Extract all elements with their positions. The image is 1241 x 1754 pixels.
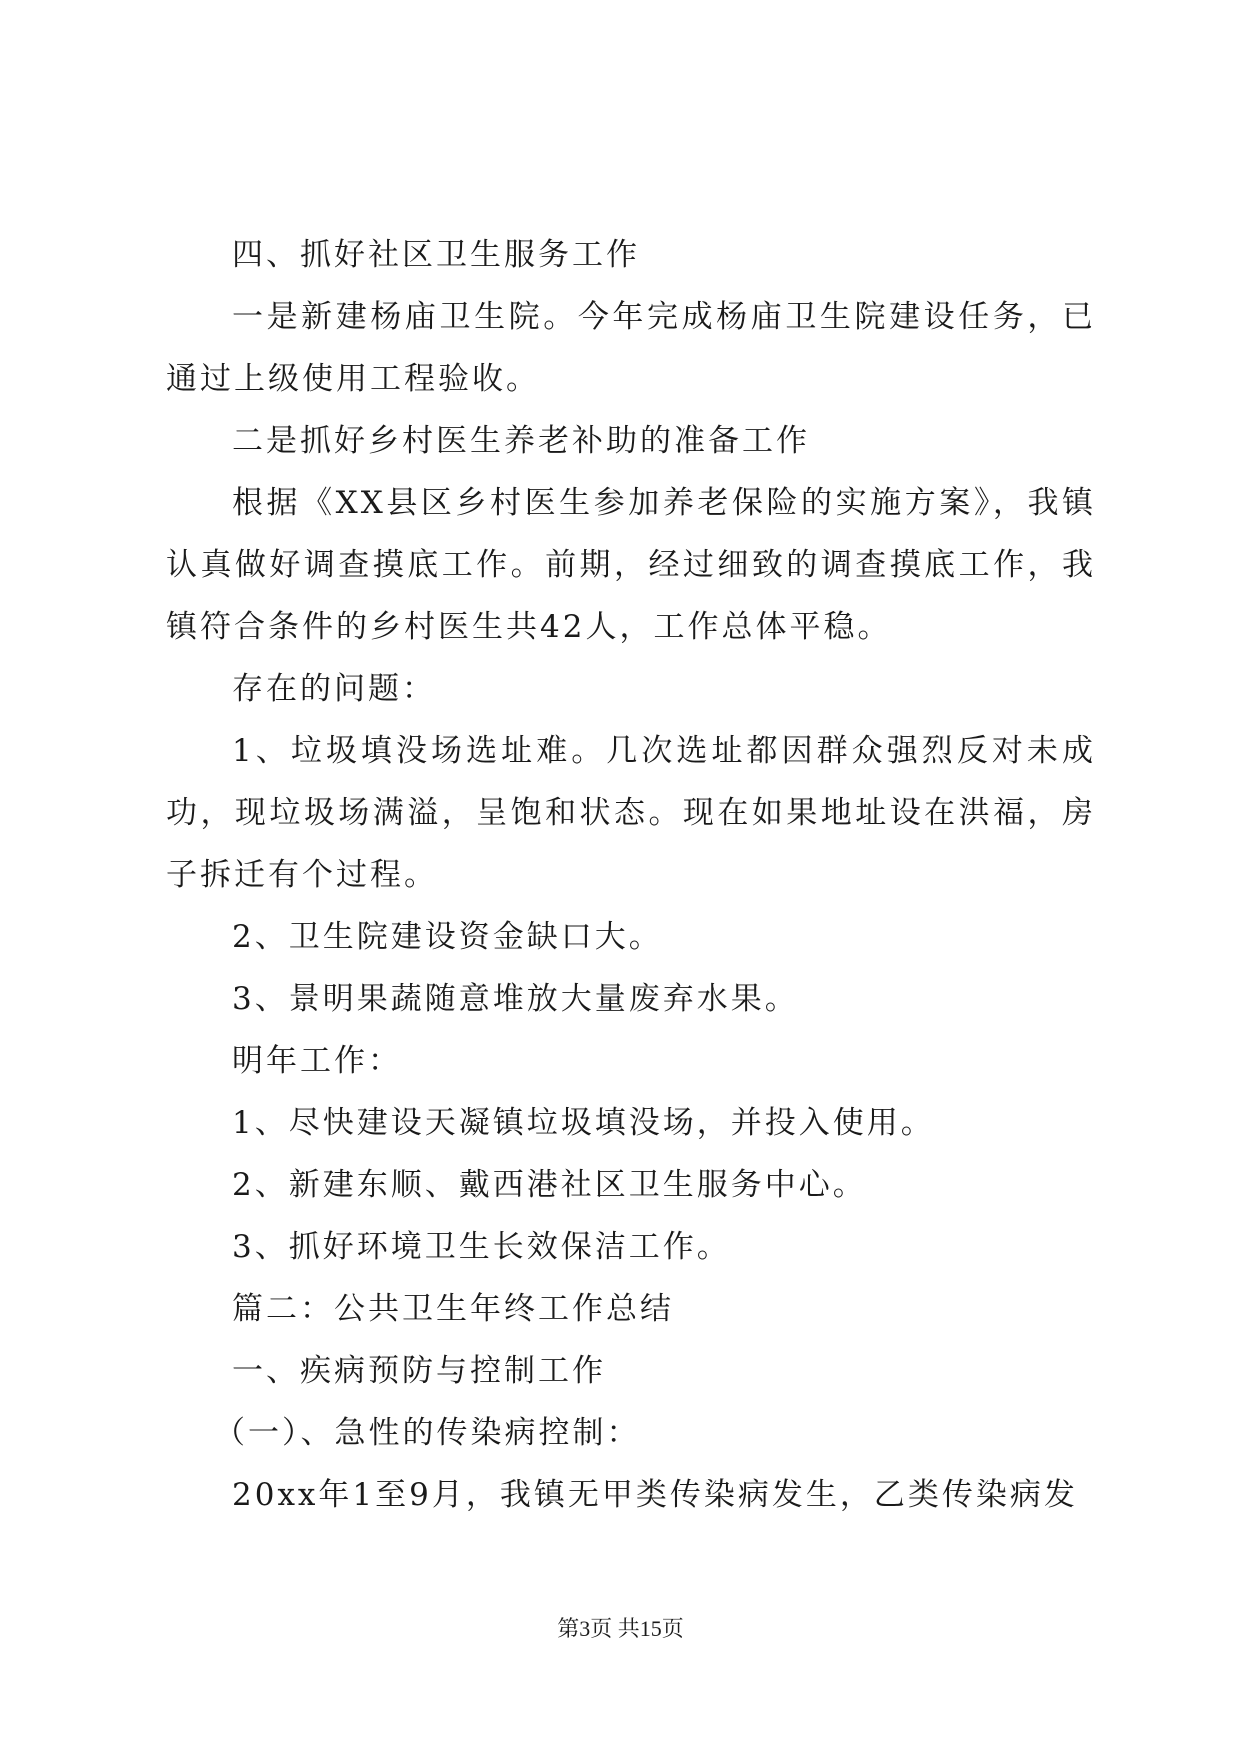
list-item: 2、新建东顺、戴西港社区卫生服务中心。 — [232, 1167, 867, 1203]
list-item: 1、垃圾填没场选址难。几次选址都因群众强烈反对未成功，现垃圾场满溢，呈饱和状态。现在如果地址设在洪福，房子拆迁有个过程。 — [166, 733, 1096, 893]
document-body — [166, 224, 1096, 1526]
list-item: 2、卫生院建设资金缺口大。 — [232, 919, 663, 955]
page-number-footer: 第3页 共15页 — [557, 1616, 684, 1641]
subheading-next-year: 明年工作： — [232, 1043, 402, 1079]
list-item: 3、景明果蔬随意堆放大量废弃水果。 — [232, 981, 799, 1017]
section-heading: 一、疾病预防与控制工作 — [232, 1353, 606, 1389]
subsection-heading: （一）、急性的传染病控制： — [214, 1415, 641, 1451]
subheading-problems: 存在的问题： — [232, 671, 436, 707]
section-heading: 四、抓好社区卫生服务工作 — [232, 237, 640, 273]
paragraph: 二是抓好乡村医生养老补助的准备工作 — [232, 423, 810, 459]
paragraph: 一是新建杨庙卫生院。今年完成杨庙卫生院建设任务，已通过上级使用工程验收。 — [166, 299, 1096, 397]
list-item: 1、尽快建设天凝镇垃圾填没场，并投入使用。 — [232, 1105, 935, 1141]
paragraph: 根据《XX县区乡村医生参加养老保险的实施方案》，我镇认真做好调查摸底工作。前期，经过细致的调查摸底工作，我镇符合条件的乡村医生共42人，工作总体平稳。 — [166, 485, 1096, 645]
chapter-title: 篇二：公共卫生年终工作总结 — [232, 1291, 674, 1327]
list-item: 3、抓好环境卫生长效保洁工作。 — [232, 1229, 731, 1265]
paragraph: 20xx年1至9月，我镇无甲类传染病发生，乙类传染病发 — [232, 1477, 1078, 1513]
